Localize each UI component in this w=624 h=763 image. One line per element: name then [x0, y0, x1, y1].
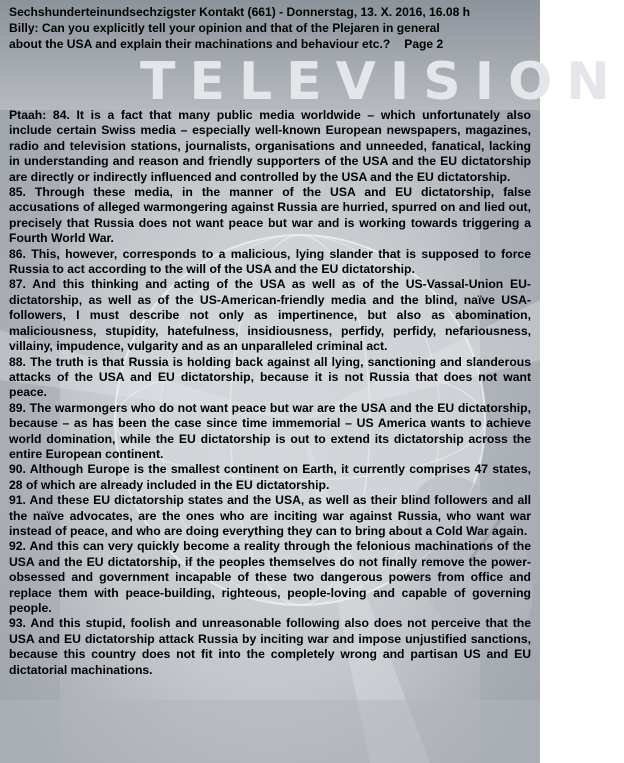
question-line-1: Billy: Can you explicitly tell your opinion and that of the Plejaren in general — [9, 21, 440, 35]
question-text: about the USA and explain their machinations and behaviour etc.? — [9, 37, 391, 51]
paragraph-85: 85. Through these media, in the manner of the USA and EU dictatorship, false accusations of alleged warmongering against Russia are hurried, spurred on and lied out, precisely that Russia does not want peace but war and is working towards triggering a Fourth World War. — [9, 185, 531, 246]
question-line-2 — [9, 36, 531, 52]
paragraph-91: 91. And these EU dictatorship states and the USA, as well as their blind followers and all the naïve advocates, are the ones who are inciting war against Russia, who want war instead of peace, and who are doing everything they can to bring about a Cold War again. — [9, 493, 531, 538]
contact-title: Sechshunderteinundsechzigster Kontakt (661) - Donnerstag, 13. X. 2016, 16.08 h — [9, 5, 471, 19]
document-header — [9, 4, 531, 52]
paragraph-89: 89. The warmongers who do not want peace but war are the USA and the EU dictatorship, because – as has been the case since time immemorial – US America wants to achieve world domination, while the EU dictatorship is out to extend its dictatorship across the entire European continent. — [9, 400, 531, 461]
document-body — [9, 108, 531, 678]
page-number: Page 2 — [404, 37, 444, 51]
paragraph-90: 90. Although Europe is the smallest continent on Earth, it currently comprises 47 states, 28 of which are already included in the EU dictatorship. — [9, 462, 531, 492]
paragraph-93: 93. And this stupid, foolish and unreasonable following also does not perceive that the USA and EU dictatorship attack Russia by inciting war and impose unjustified sanctions, because this country does not fit into the completely wrong and partisan US and EU dictatorial machinations. — [9, 616, 531, 677]
paragraph-88: 88. The truth is that Russia is holding back against all lying, sanctioning and slanderous attacks of the USA and EU dictatorship, because it is not Russia that does not want peace. — [9, 354, 531, 400]
paragraph-92: 92. And this can very quickly become a reality through the felonious machinations of the USA and the EU dictatorship, if the peoples themselves do not finally remove the power-obsessed and government incapable of these two dangerous powers from office and replace them with peace-building, righteous, people-loving and capable of governing people. — [9, 539, 531, 615]
television-watermark: TELEVISION — [140, 52, 624, 112]
paragraph-86: 86. This, however, corresponds to a malicious, lying slander that is supposed to force Russia to act according to the will of the USA and the EU dictatorship. — [9, 246, 531, 277]
paragraph-84: Ptaah: 84. It is a fact that many public media worldwide – which unfortunately also include certain Swiss media – especially well-known European newspapers, magazines, radio and television stations, journalists, organisations and unneeded, fanatical, lacking in understanding and reason and friendly supporters of the USA and the EU dictatorship are directly or indirectly influenced and controlled by the USA and the EU dictatorship. — [9, 108, 531, 184]
paragraph-87: 87. And this thinking and acting of the USA as well as of the US-Vassal-Union EU-dictatorship, as well as of the US-American-friendly media and the blind, naïve USA-followers, I must describe not only as impertinence, but also as abomination, maliciousness, stupidity, hatefulness, insidiousness, perfidy, perfidy, nefariousness, villainy, impudence, vulgarity and as an unparalleled criminal act. — [9, 277, 531, 354]
